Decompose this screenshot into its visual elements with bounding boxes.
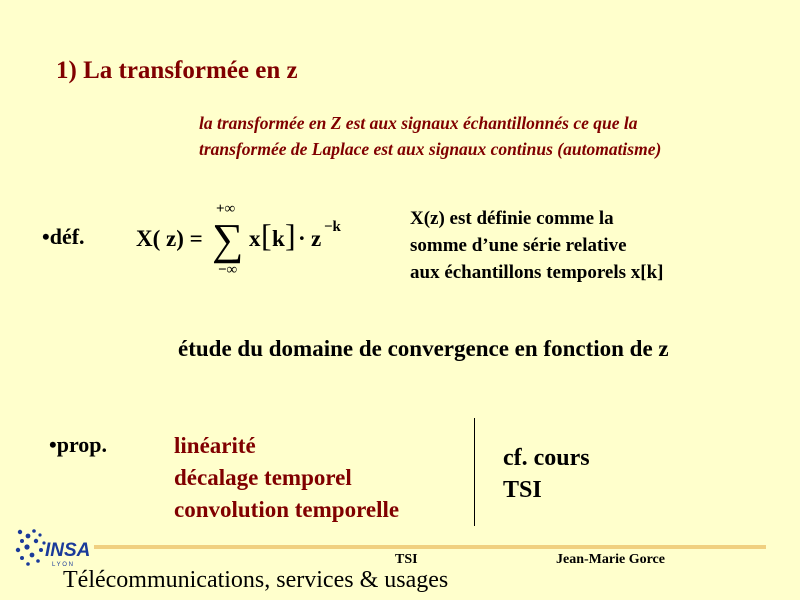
formula-term-var: x [249, 226, 261, 251]
description-line-1: X(z) est définie comme la [410, 208, 614, 229]
convergence-statement: étude du domaine de convergence en fonction de z [178, 336, 669, 361]
property-item: convolution temporelle [174, 497, 400, 522]
definition-description [410, 205, 664, 286]
vertical-divider [474, 418, 475, 526]
footer-subtitle: Télécommunications, services & usages [63, 567, 449, 593]
description-line-2: somme d’une série relative [410, 235, 627, 256]
slide-title: 1) La transformée en z [56, 57, 298, 84]
z-transform-formula [136, 198, 356, 280]
intro-line-1: la transformée en Z est aux signaux échantillonnés ce que la [199, 113, 638, 133]
left-bracket: [ [261, 217, 272, 253]
description-line-3: aux échantillons temporels x[k] [410, 262, 664, 283]
formula-lhs: X( z) = [136, 226, 203, 251]
properties-bullet: •prop. [49, 432, 108, 457]
formula-upper-limit: +∞ [216, 201, 236, 217]
insa-logo-icon [14, 526, 96, 572]
reference-line-2: TSI [503, 477, 542, 503]
formula-lower-limit: −∞ [218, 262, 238, 278]
formula-exponent: −k [324, 219, 341, 235]
property-item: décalage temporel [174, 465, 352, 490]
definition-bullet: •déf. [42, 224, 85, 249]
property-item: linéarité [174, 433, 256, 458]
footer-course: TSI [395, 552, 418, 567]
intro-line-2: transformée de Laplace est aux signaux continus (automatisme) [199, 139, 662, 159]
logo-subtext: L Y O N [52, 562, 73, 568]
right-bracket: ] [285, 217, 296, 253]
formula-dot: · [298, 226, 306, 251]
reference-line-1: cf. cours [503, 445, 590, 471]
insa-logo [14, 526, 96, 572]
intro-text [199, 110, 661, 162]
footer-author: Jean-Marie Gorce [556, 552, 665, 567]
logo-text: INSA [45, 540, 91, 561]
formula-term-index: k [272, 226, 285, 251]
formula-power-base: z [311, 226, 322, 251]
course-reference [503, 442, 590, 506]
sum-symbol: ∑ [212, 215, 244, 264]
formula-svg [136, 198, 356, 280]
properties-list [174, 430, 399, 526]
footer-divider [94, 545, 766, 549]
